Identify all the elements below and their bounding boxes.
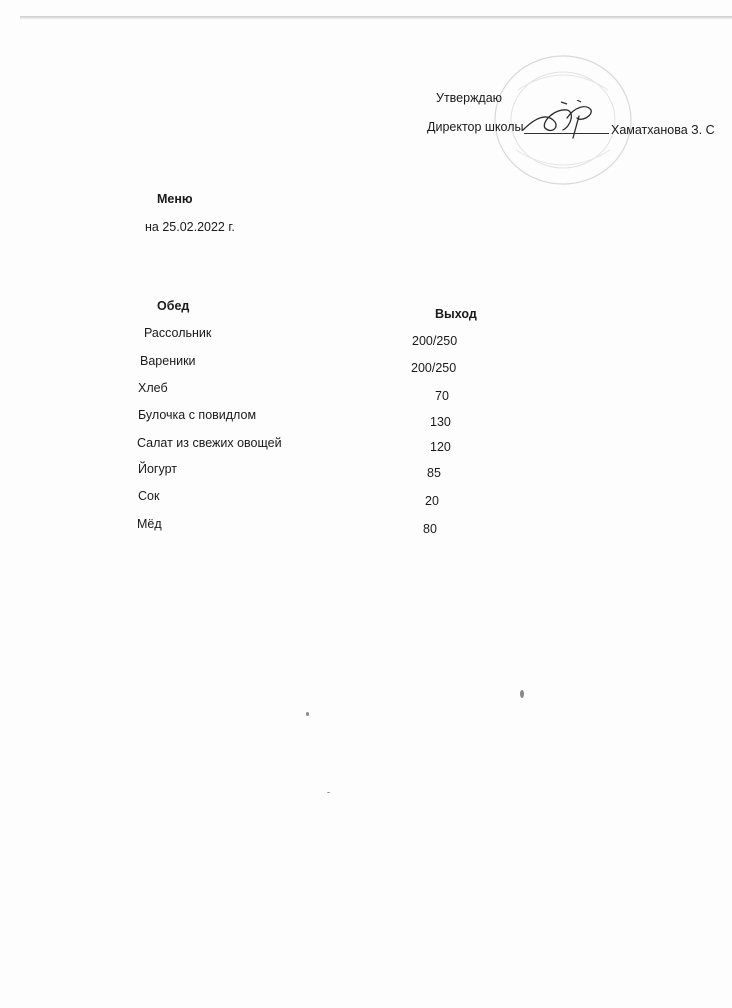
- dish-output: 130: [430, 415, 451, 429]
- approve-label: Утверждаю: [436, 91, 503, 105]
- dish-name: Йогурт: [138, 462, 178, 476]
- dish-name: Рассольник: [144, 326, 212, 340]
- dish-name: Сок: [138, 489, 160, 503]
- scan-edge: [20, 16, 732, 19]
- dish-output: 200/250: [412, 334, 458, 348]
- dish-name: Салат из свежих овощей: [137, 436, 282, 450]
- dish-column-header: Обед: [157, 299, 190, 313]
- handwritten-signature: [515, 100, 605, 140]
- menu-date: на 25.02.2022 г.: [145, 220, 235, 234]
- dish-output: 80: [423, 522, 437, 536]
- dish-output: 70: [435, 389, 449, 403]
- dish-name: Мёд: [137, 517, 162, 531]
- menu-title: Меню: [157, 192, 193, 206]
- scan-speck: [520, 690, 524, 698]
- dish-name: Вареники: [140, 354, 196, 368]
- dish-output: 120: [430, 440, 451, 454]
- dish-name: Булочка с повидлом: [138, 408, 257, 422]
- scan-speck: [306, 712, 309, 716]
- scan-speck: [327, 792, 330, 793]
- director-name: Хаматханова З. С: [611, 123, 715, 137]
- dish-output: 200/250: [411, 361, 457, 375]
- dish-output: 85: [427, 466, 441, 480]
- director-label: Директор школы: [427, 120, 524, 134]
- dish-output: 20: [425, 494, 439, 508]
- dish-name: Хлеб: [138, 381, 168, 395]
- output-column-header: Выход: [435, 307, 477, 321]
